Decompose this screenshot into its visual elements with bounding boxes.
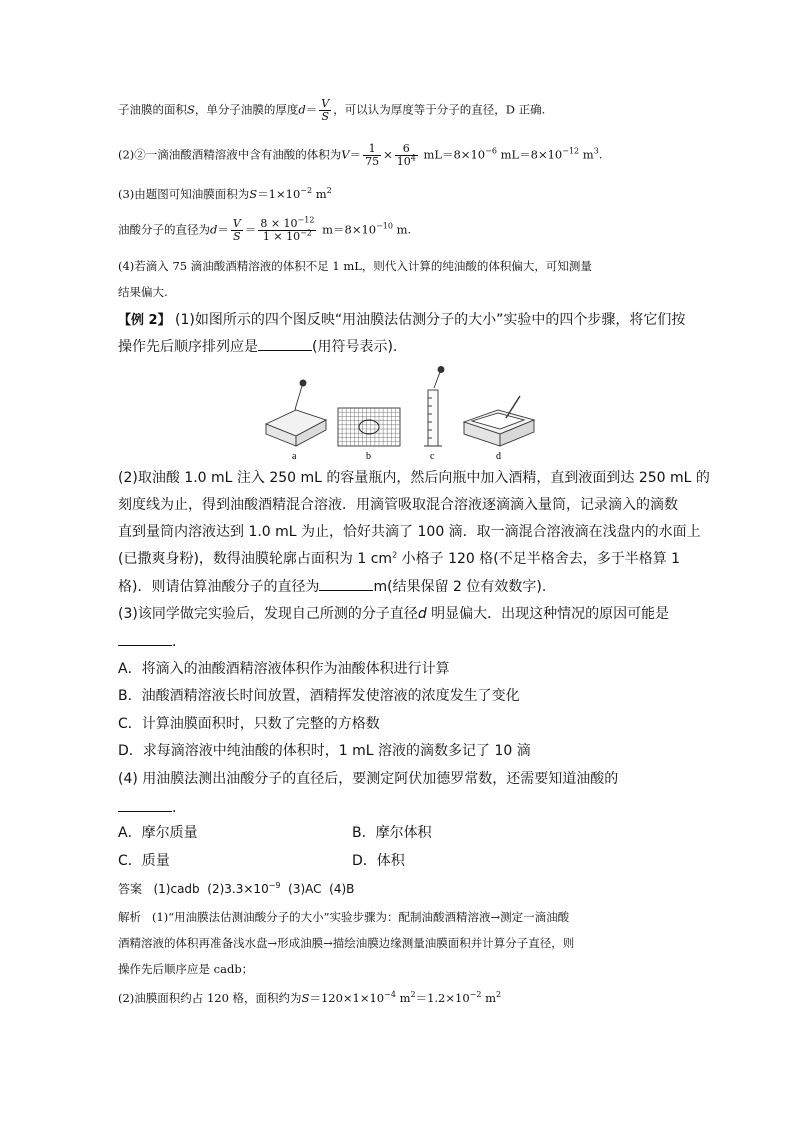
denominator <box>395 153 418 168</box>
exponent: −9 <box>268 881 281 890</box>
step-a-image <box>266 380 326 446</box>
denominator: S <box>321 110 330 123</box>
example-tag: 【例 2】 <box>118 313 171 328</box>
solution-line-4 <box>118 215 412 243</box>
fig-label-c: c <box>430 451 435 462</box>
example-q2-line-2: 刻度线为止，得到油酸酒精混合溶液．用滴管吸取混合溶液逐滴滴入量筒，记录滴入的滴数 <box>118 497 678 513</box>
denominator: 75 <box>365 155 380 168</box>
text: ，可以认为厚度等于分子的直径，D 正确. <box>333 102 546 117</box>
solution-line-3 <box>118 186 332 202</box>
step-b-image <box>338 408 400 446</box>
text: mL＝8×10 <box>419 147 486 162</box>
fraction-V-over-S <box>319 98 331 123</box>
fig-label-d: d <box>496 451 501 462</box>
denominator: S <box>233 230 241 243</box>
q4-option-B: B．摩尔体积 <box>352 825 432 841</box>
text: 1 × 10 <box>262 230 301 243</box>
solution-line-2 <box>118 143 602 168</box>
example-q2-line-5 <box>118 578 546 595</box>
answer-part-2: (2)3.3×10 <box>207 882 269 896</box>
text: (3)该同学做完实验后，发现自己所测的分子直径 <box>118 606 418 622</box>
step-c-image <box>424 367 444 447</box>
answer-blank <box>258 338 312 351</box>
exponent: 2 <box>326 186 332 196</box>
numerator: V <box>232 217 241 230</box>
example-q4-line-1: (4) 用油膜法测出油酸分子的直径后，要测定阿伏加德罗常数，还需要知道油酸的 <box>118 771 619 787</box>
text: ，单分子油膜的厚度 <box>194 102 299 117</box>
experiment-steps-figure <box>262 366 548 462</box>
text: (用符号表示). <box>312 339 398 355</box>
analysis-line-3: 操作先后顺序应是 cadb； <box>118 962 254 976</box>
option-D: D．求每滴溶液中纯油酸的体积时，1 mL 溶液的滴数多记了 10 滴 <box>118 743 531 759</box>
text: 子油膜的面积 <box>118 102 187 117</box>
text: 油酸分子的直径为 <box>118 222 210 237</box>
exponent: 4 <box>410 153 416 163</box>
text: 8 × 10 <box>260 217 298 230</box>
text: 操作先后顺序排列应是 <box>118 339 258 355</box>
example-q3-line-1 <box>118 606 669 622</box>
analysis-label: 解析 <box>118 910 141 924</box>
exponent: 3 <box>593 146 599 156</box>
text: . <box>598 147 603 162</box>
var-d: d <box>298 102 306 117</box>
answer-blank <box>118 633 172 646</box>
text: (1)“用油膜法估测油酸分子的大小”实验步骤为：配制油酸酒精溶液→测定一滴油酸 <box>151 910 570 924</box>
example-q2-line-3: 直到量筒内溶液达到 1.0 mL 为止，恰好共滴了 100 滴．取一滴混合溶液滴在浅盘内的水面上 <box>118 524 701 540</box>
numerator: V <box>321 97 330 110</box>
text: . <box>172 634 177 650</box>
analysis-line-4 <box>118 990 501 1006</box>
exponent: −2 <box>300 228 312 238</box>
q4-option-A: A．摩尔质量 <box>118 825 198 841</box>
fraction-values <box>258 215 316 243</box>
option-A: A．将滴入的油酸酒精溶液体积作为油酸体积进行计算 <box>118 661 450 677</box>
text: (3)由题图可知油膜面积为 <box>118 187 250 201</box>
text: m <box>395 991 411 1005</box>
fraction-6-10e4 <box>395 143 418 168</box>
var-d: d <box>417 606 427 622</box>
exponent: −12 <box>297 215 315 225</box>
text: (2)油膜面积约占 120 格，面积约为 <box>118 991 302 1005</box>
text: m. <box>392 222 412 237</box>
numerator: 1 <box>363 143 381 156</box>
example-q3-line-2 <box>118 633 176 650</box>
example-q2-line-1: (2)取油酸 1.0 mL 注入 250 mL 的容量瓶内，然后向瓶中加入酒精，直到液面到达 250 mL 的 <box>118 470 710 486</box>
text: mL＝8×10 <box>496 147 563 162</box>
numerator: 6 <box>395 143 418 156</box>
denominator <box>258 228 316 243</box>
exponent: −4 <box>384 990 396 1000</box>
exponent: 2 <box>392 550 398 560</box>
text: ＝1×10 <box>257 187 301 201</box>
text: (2)②一滴油酸酒精溶液中含有油酸的体积为 <box>118 147 342 162</box>
text: m＝8×10 <box>318 222 377 237</box>
text: ＝120×1×10 <box>309 991 385 1005</box>
var-S: S <box>301 991 310 1005</box>
option-B: B．油酸酒精溶液长时间放置，酒精挥发使溶液的浓度发生了变化 <box>118 688 520 704</box>
text: m(结果保留 2 位有效数字). <box>373 579 547 595</box>
text: . <box>172 800 177 816</box>
text: ＝ <box>217 222 229 237</box>
q4-option-C: C．质量 <box>118 853 170 869</box>
text: m <box>481 991 496 1005</box>
fraction-1-75 <box>363 143 381 168</box>
var-S: S <box>249 187 258 201</box>
answer-part-1: (1)cadb <box>153 882 200 896</box>
q4-option-D: D．体积 <box>352 853 405 869</box>
answer-blank <box>118 799 172 812</box>
text: ＝ <box>244 222 257 237</box>
analysis-line-1 <box>118 909 569 925</box>
answer-part-3: (3)AC <box>288 882 322 896</box>
example-q1-line-2 <box>118 338 397 355</box>
text: 10 <box>396 155 411 168</box>
option-C: C．计算油膜面积时，只数了完整的方格数 <box>118 716 380 732</box>
text: 格)．则请估算油酸分子的直径为 <box>118 579 320 595</box>
exponent: −12 <box>562 146 580 156</box>
var-V: V <box>341 147 350 162</box>
exponent: −6 <box>485 146 497 156</box>
example-q2-line-4 <box>118 551 680 567</box>
example-q1-line-1 <box>118 312 685 329</box>
solution-line-6: 结果偏大. <box>118 285 168 299</box>
fig-label-b: b <box>366 451 371 462</box>
text: (已撒爽身粉)，数得油膜轮廓占面积为 1 cm <box>118 551 393 567</box>
exponent: 2 <box>410 990 416 1000</box>
text: × <box>383 147 393 162</box>
step-d-image <box>464 396 534 446</box>
exponent: −2 <box>469 990 482 1000</box>
fraction-V-over-S <box>231 218 243 243</box>
text: 明显偏大．出现这种情况的原因可能是 <box>426 606 670 622</box>
text: ＝1.2×10 <box>415 991 470 1005</box>
example-q4-line-2 <box>118 799 176 816</box>
exponent: 2 <box>496 990 502 1000</box>
answer-line <box>118 881 354 897</box>
var-d: d <box>210 222 218 237</box>
exponent: −2 <box>300 186 313 196</box>
solution-line-1 <box>118 98 545 123</box>
answer-part-4: (4)B <box>329 882 355 896</box>
fig-label-a: a <box>292 451 297 462</box>
solution-line-5: (4)若滴入 75 滴油酸酒精溶液的体积不足 1 mL，则代入计算的纯油酸的体积偏大，可知测量 <box>118 259 592 273</box>
analysis-line-2: 酒精溶液的体积再准备浅水盘→形成油膜→描绘油膜边缘测量油膜面积并计算分子直径，则 <box>118 936 575 950</box>
answer-label: 答案 <box>118 882 143 896</box>
exponent: −10 <box>376 221 393 231</box>
var-S: S <box>187 102 195 117</box>
answer-blank <box>319 578 373 591</box>
text: m <box>579 147 594 162</box>
text: ＝ <box>349 147 362 162</box>
text: 小格子 120 格(不足半格舍去，多于半格算 1 <box>397 551 681 567</box>
text: m <box>312 187 327 201</box>
text: ＝ <box>305 102 318 117</box>
text: (1)如图所示的四个图反映“用油膜法估测分子的大小”实验中的四个步骤，将它们按 <box>170 312 686 328</box>
